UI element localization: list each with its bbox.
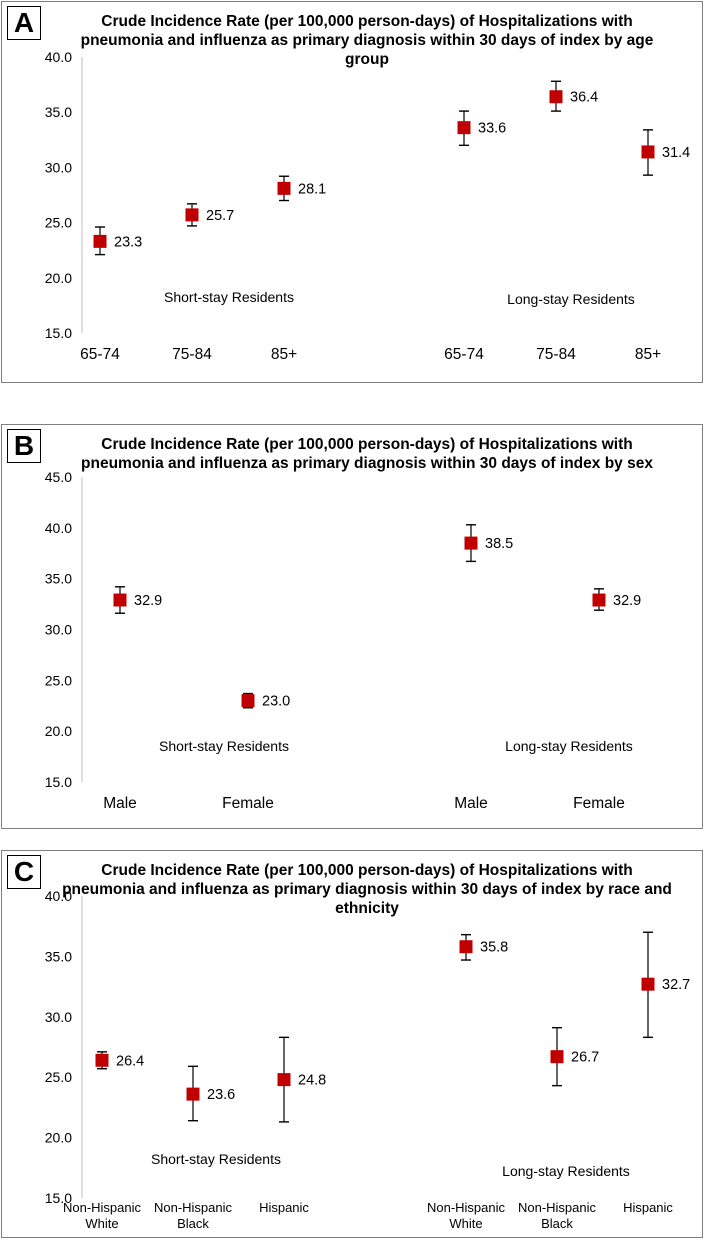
chart-title: Crude Incidence Rate (per 100,000 person-days) of Hospitalizations with pneumonia and influenza as primary diagnosis within 30 days of index by age group	[80, 13, 654, 68]
data-label: 23.0	[262, 693, 291, 710]
x-tick-label: Male	[103, 795, 137, 812]
data-label: 35.8	[480, 939, 509, 956]
y-tick-label: 40.0	[44, 49, 72, 65]
data-label: 32.9	[134, 593, 163, 610]
y-tick-label: 30.0	[44, 621, 72, 638]
panel-label: C	[7, 855, 41, 889]
y-tick-label: 15.0	[44, 1190, 72, 1206]
x-tick-label: 75-84	[172, 346, 212, 363]
y-tick-label: 20.0	[44, 269, 72, 286]
y-tick-label: 20.0	[44, 723, 72, 740]
data-point	[593, 594, 606, 607]
data-point	[460, 940, 473, 953]
data-point	[94, 235, 107, 248]
x-tick-label: Hispanic	[259, 1200, 309, 1215]
x-tick-label: Non-Hispanic	[517, 1200, 597, 1215]
y-tick-label: 25.0	[44, 1069, 72, 1086]
panel-b	[1, 424, 703, 829]
data-label: 23.3	[114, 234, 143, 251]
data-label: 36.4	[570, 89, 599, 106]
data-point	[242, 694, 255, 707]
y-tick-label: 35.0	[44, 104, 72, 121]
y-tick-label: 15.0	[44, 774, 72, 790]
panel-label: B	[7, 429, 41, 463]
data-point	[96, 1054, 109, 1067]
y-tick-label: 25.0	[44, 214, 72, 231]
y-tick-label: 15.0	[44, 325, 72, 341]
x-tick-label: Female	[573, 795, 625, 812]
chart-plot	[2, 2, 702, 382]
chart-title: Crude Incidence Rate (per 100,000 person-days) of Hospitalizations with pneumonia and influenza as primary diagnosis within 30 days of index by race and ethnicity	[62, 862, 672, 917]
data-point	[114, 594, 127, 607]
data-label: 26.7	[571, 1049, 600, 1066]
data-point	[465, 537, 478, 550]
data-label: 33.6	[478, 120, 507, 137]
x-tick-label: Male	[454, 795, 488, 812]
data-point	[642, 145, 655, 158]
x-tick-label: Black	[177, 1216, 209, 1231]
y-tick-label: 30.0	[44, 1008, 72, 1025]
data-label: 32.9	[613, 593, 642, 610]
x-tick-label: 85+	[270, 346, 298, 363]
data-point	[642, 978, 655, 991]
x-tick-label: Non-Hispanic	[62, 1200, 142, 1215]
data-label: 31.4	[662, 144, 691, 161]
x-tick-label: Hispanic	[623, 1200, 673, 1215]
x-tick-label: 65-74	[444, 346, 484, 363]
x-tick-label: White	[449, 1216, 483, 1231]
y-tick-label: 35.0	[44, 948, 72, 965]
x-tick-label: White	[85, 1216, 119, 1231]
data-point	[187, 1088, 200, 1101]
y-tick-label: 20.0	[44, 1129, 72, 1146]
data-point	[278, 182, 291, 195]
data-label: 38.5	[485, 536, 514, 553]
data-label: 26.4	[116, 1053, 145, 1070]
y-tick-label: 35.0	[44, 570, 72, 587]
y-tick-label: 30.0	[44, 159, 72, 176]
data-point	[551, 1050, 564, 1063]
x-tick-label: Non-Hispanic	[426, 1200, 506, 1215]
x-tick-label: Black	[541, 1216, 573, 1231]
data-point	[550, 90, 563, 103]
panel-a	[1, 1, 703, 383]
group-label: Long-stay Residents	[505, 738, 633, 754]
data-label: 24.8	[298, 1072, 327, 1089]
group-label: Short-stay Residents	[159, 738, 289, 754]
x-tick-label: 65-74	[80, 346, 120, 363]
group-label: Short-stay Residents	[164, 289, 294, 305]
data-point	[186, 208, 199, 221]
panel-c	[1, 850, 703, 1238]
x-tick-label: Female	[222, 795, 274, 812]
data-label: 32.7	[662, 977, 691, 994]
group-label: Long-stay Residents	[507, 291, 635, 307]
data-point	[278, 1073, 291, 1086]
data-label: 25.7	[206, 207, 235, 224]
data-point	[458, 121, 471, 134]
group-label: Short-stay Residents	[151, 1151, 281, 1167]
data-label: 28.1	[298, 181, 327, 198]
chart-plot	[2, 851, 702, 1237]
chart-plot	[2, 425, 702, 828]
x-tick-label: Non-Hispanic	[153, 1200, 233, 1215]
y-tick-label: 40.0	[44, 888, 72, 904]
x-tick-label: 85+	[634, 346, 662, 363]
panel-label: A	[7, 6, 41, 40]
data-label: 23.6	[207, 1087, 236, 1104]
y-tick-label: 45.0	[44, 469, 72, 485]
group-label: Long-stay Residents	[502, 1163, 630, 1179]
y-tick-label: 25.0	[44, 672, 72, 689]
y-tick-label: 40.0	[44, 519, 72, 536]
chart-title: Crude Incidence Rate (per 100,000 person-days) of Hospitalizations with pneumonia and influenza as primary diagnosis within 30 days of index by sex	[81, 436, 653, 472]
x-tick-label: 75-84	[536, 346, 576, 363]
